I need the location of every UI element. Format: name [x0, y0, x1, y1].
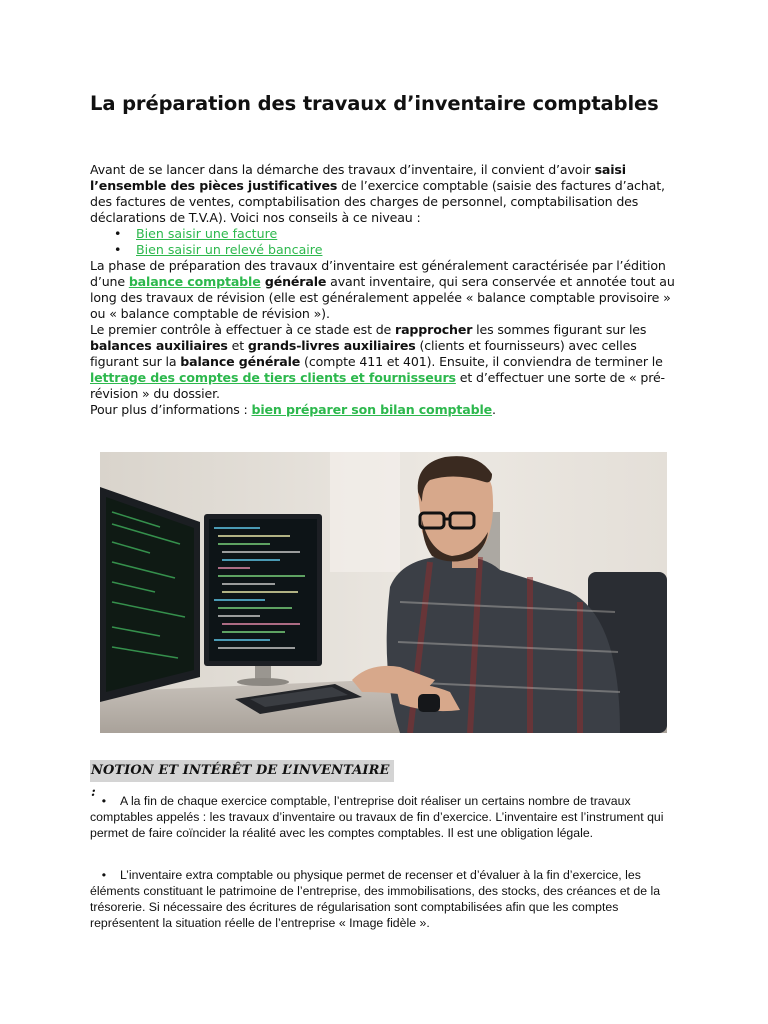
bullet-paragraph-2 — [90, 867, 680, 931]
para2-text-6: (clients et fournisseurs) avec celles figurant sur la — [90, 338, 637, 369]
preparation-paragraph — [90, 258, 680, 418]
intro-text-1: Avant de se lancer dans la démarche des travaux d’inventaire, il convient d’avoir — [90, 162, 595, 177]
para2-text-5: et — [227, 338, 248, 353]
intro-paragraph — [90, 162, 680, 226]
para2-text-2: avant inventaire, qui sera conservée et annotée tout au long des travaux de révision (elle est généralement appelée « balance comptable provisoire » ou « balance comptable de révision »). — [90, 274, 675, 321]
para2-text-9: Pour plus d’informations : — [90, 402, 252, 417]
link-bilan-comptable[interactable]: bien préparer son bilan comptable — [251, 402, 493, 417]
para2-text-8: et d’effectuer une sorte de « pré-révision » du dossier. — [90, 370, 665, 401]
developer-at-computer-photo — [100, 452, 667, 733]
advice-links-list — [112, 226, 322, 258]
bullet-text-1: A la fin de chaque exercice comptable, l’entreprise doit réaliser un certains nombre de travaux comptables appelés : les travaux d’inventaire ou travaux de fin d’exercice. L’inventaire est l’instrument qui permet de faire coïncider la réalité avec les comptes comptables. Il est une obligation légale. — [90, 794, 664, 840]
intro-bold: saisi l’ensemble des pièces justificatives — [90, 162, 626, 193]
photo-illustration — [100, 452, 667, 733]
bullet-dot: • — [101, 794, 106, 808]
para2-text-4: les sommes figurant sur les — [472, 322, 647, 337]
para2-bold-balance-generale: balance générale — [180, 354, 301, 369]
link-lettrage[interactable]: lettrage des comptes de tiers clients et fournisseurs — [90, 370, 456, 385]
bullet-paragraph-1 — [90, 793, 680, 841]
list-item — [112, 226, 322, 242]
list-item — [112, 242, 322, 258]
section-heading: NOTION ET INTÉRÊT DE L’INVENTAIRE : — [90, 760, 394, 782]
link-saisir-facture[interactable]: Bien saisir une facture — [136, 226, 278, 241]
para2-bold-balances-aux: balances auxiliaires — [90, 338, 228, 353]
para2-bold-grands-livres: grands-livres auxiliaires — [247, 338, 416, 353]
para2-text-7: (compte 411 et 401). Ensuite, il conviendra de terminer le — [300, 354, 663, 369]
link-balance-comptable[interactable]: balance comptable — [128, 274, 261, 289]
para2-bold-generale: générale — [260, 274, 327, 289]
bullet-dot: • — [101, 868, 106, 882]
para2-text-3: Le premier contrôle à effectuer à ce stade est de — [90, 322, 396, 337]
bullet-text-2: L’inventaire extra comptable ou physique permet de recenser et d’évaluer à la fin d’exercice, les éléments constituant le patrimoine de l’entreprise, des immobilisations, des stocks, des créances et de la trésorerie. Si nécessaire des écritures de régularisation sont comptabilisées afin que les comptes représentent la situation réelle de l’entreprise « Image fidèle ». — [90, 868, 661, 930]
intro-text-2: de l’exercice comptable (saisie des factures d’achat, des factures de ventes, comptabilisation des charges de personnel, comptabilisation des déclarations de T.V.A). Voici nos conseils à ce niveau : — [90, 178, 665, 225]
para2-bold-rapprocher: rapprocher — [395, 322, 473, 337]
para2-text-10: . — [492, 402, 496, 417]
page-title: La préparation des travaux d’inventaire comptables — [90, 92, 659, 115]
link-saisir-releve[interactable]: Bien saisir un relevé bancaire — [136, 242, 323, 257]
para2-text-1: La phase de préparation des travaux d’inventaire est généralement caractérisée par l’édition d’une — [90, 258, 666, 289]
